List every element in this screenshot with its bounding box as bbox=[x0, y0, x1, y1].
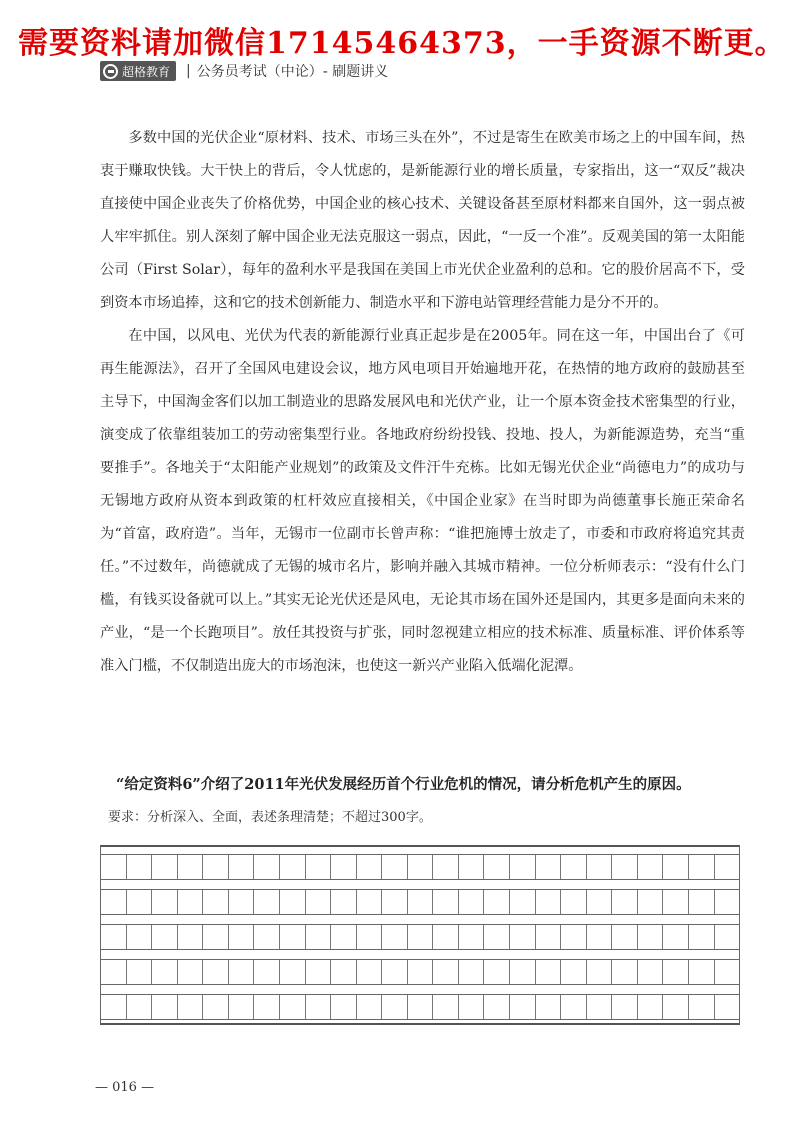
grid-cell[interactable] bbox=[433, 925, 459, 949]
grid-cell[interactable] bbox=[536, 960, 562, 984]
grid-cell[interactable] bbox=[357, 925, 383, 949]
grid-cell[interactable] bbox=[612, 925, 638, 949]
grid-cell[interactable] bbox=[587, 855, 613, 879]
grid-cell[interactable] bbox=[280, 855, 306, 879]
grid-cell[interactable] bbox=[254, 960, 280, 984]
grid-row bbox=[101, 994, 739, 1020]
grid-cell[interactable] bbox=[382, 995, 408, 1019]
grid-cell[interactable] bbox=[663, 960, 689, 984]
grid-cell[interactable] bbox=[178, 855, 204, 879]
grid-cell[interactable] bbox=[663, 855, 689, 879]
grid-cell[interactable] bbox=[306, 925, 332, 949]
grid-cell[interactable] bbox=[433, 890, 459, 914]
grid-cell[interactable] bbox=[715, 960, 740, 984]
question-prompt: “给定资料6”介绍了2011年光伏发展经历首个行业危机的情况，请分析危机产生的原因。 bbox=[116, 776, 691, 793]
grid-cell[interactable] bbox=[484, 960, 510, 984]
grid-cell[interactable] bbox=[715, 890, 740, 914]
grid-cell[interactable] bbox=[306, 890, 332, 914]
grid-cell[interactable] bbox=[101, 960, 127, 984]
grid-cell[interactable] bbox=[638, 925, 664, 949]
grid-cell[interactable] bbox=[715, 995, 740, 1019]
grid-cell[interactable] bbox=[689, 855, 715, 879]
paragraph: 多数中国的光伏企业“原材料、技术、市场三头在外”，不过是寄生在欧美市场之上的中国车间，热衷于赚取快钱。大干快上的背后，令人忧虑的，是新能源行业的增长质量，专家指出，这一“双反”裁决直接使中国企业丧失了价格优势，中国企业的核心技术、关键设备甚至原材料都来自国外，这一弱点被人牢牢抓住。别人深刻了解中国企业无法克服这一弱点，因此，“一反一个准”。反观美国的第一太阳能公司（First Solar），每年的盈利水平是我国在美国上市光伏企业盈利的总和。它的股价居高不下，受到资本市场追捧，这和它的技术创新能力、制造水平和下游电站管理经营能力是分不开的。 bbox=[100, 130, 745, 311]
grid-cell[interactable] bbox=[254, 890, 280, 914]
grid-cell[interactable] bbox=[280, 960, 306, 984]
brand-logo-icon bbox=[103, 64, 118, 79]
grid-cell[interactable] bbox=[152, 960, 178, 984]
grid-cell[interactable] bbox=[306, 855, 332, 879]
grid-cell[interactable] bbox=[561, 925, 587, 949]
grid-cell[interactable] bbox=[229, 995, 255, 1019]
grid-cell[interactable] bbox=[280, 890, 306, 914]
grid-cell[interactable] bbox=[689, 995, 715, 1019]
grid-cell[interactable] bbox=[408, 925, 434, 949]
grid-cell[interactable] bbox=[459, 890, 485, 914]
grid-cell[interactable] bbox=[484, 925, 510, 949]
grid-cell[interactable] bbox=[178, 995, 204, 1019]
grid-cell[interactable] bbox=[484, 855, 510, 879]
grid-cell[interactable] bbox=[254, 995, 280, 1019]
grid-cell[interactable] bbox=[280, 995, 306, 1019]
brand-logo-text: 超格教育 bbox=[122, 64, 171, 79]
grid-cell[interactable] bbox=[408, 855, 434, 879]
grid-cell[interactable] bbox=[127, 890, 153, 914]
grid-cell[interactable] bbox=[459, 925, 485, 949]
grid-cell[interactable] bbox=[510, 960, 536, 984]
grid-cell[interactable] bbox=[382, 890, 408, 914]
grid-cell[interactable] bbox=[382, 960, 408, 984]
grid-cell[interactable] bbox=[612, 960, 638, 984]
grid-cell[interactable] bbox=[127, 855, 153, 879]
grid-cell[interactable] bbox=[331, 960, 357, 984]
grid-cell[interactable] bbox=[178, 925, 204, 949]
paragraph: 在中国，以风电、光伏为代表的新能源行业真正起步是在2005年。同在这一年，中国出台了《可再生能源法》，召开了全国风电建设会议，地方风电项目开始遍地开花，在热情的地方政府的鼓励甚至主导下，中国淘金客们以加工制造业的思路发展风电和光伏产业，让一个原本资金技术密集型的行业，演变成了依靠组装加工的劳动密集型行业。各地政府纷纷投钱、投地、投人，为新能源造势，充当“重要推手”。各地关于“太阳能产业规划”的政策及文件汗牛充栋。比如无锡光伏企业“尚德电力”的成功与无锡地方政府从资本到政策的杠杆效应直接相关，《中国企业家》在当时即为尚德董事长施正荣命名为“首富，政府造”。当年，无锡市一位副市长曾声称：“谁把施博士放走了，市委和市政府将追究其责任。”不过数年，尚德就成了无锡的城市名片，影响并融入其城市精神。一位分析师表示：“没有什么门槛，有钱买设备就可以上。”其实无论光伏还是风电，无论其市场在国外还是国内，其更多是面向未来的产业，“是一个长跑项目”。放任其投资与扩张，同时忽视建立相应的技术标准、质量标准、评价体系等准入门槛，不仅制造出庞大的市场泡沫，也使这一新兴产业陷入低端化泥潭。 bbox=[100, 328, 745, 674]
grid-cell[interactable] bbox=[587, 890, 613, 914]
grid-cell[interactable] bbox=[101, 995, 127, 1019]
grid-cell[interactable] bbox=[510, 995, 536, 1019]
grid-cell[interactable] bbox=[638, 995, 664, 1019]
grid-cell[interactable] bbox=[536, 995, 562, 1019]
grid-cell[interactable] bbox=[459, 995, 485, 1019]
grid-cell[interactable] bbox=[510, 890, 536, 914]
grid-cell[interactable] bbox=[612, 890, 638, 914]
grid-cell[interactable] bbox=[357, 960, 383, 984]
grid-cell[interactable] bbox=[587, 925, 613, 949]
grid-cell[interactable] bbox=[331, 855, 357, 879]
grid-cell[interactable] bbox=[638, 855, 664, 879]
grid-cell[interactable] bbox=[101, 925, 127, 949]
grid-cell[interactable] bbox=[433, 855, 459, 879]
grid-cell[interactable] bbox=[203, 855, 229, 879]
grid-cell[interactable] bbox=[433, 960, 459, 984]
grid-cell[interactable] bbox=[484, 995, 510, 1019]
grid-cell[interactable] bbox=[408, 995, 434, 1019]
grid-cell[interactable] bbox=[382, 925, 408, 949]
grid-cell[interactable] bbox=[433, 995, 459, 1019]
grid-cell[interactable] bbox=[510, 925, 536, 949]
page-header bbox=[100, 60, 388, 82]
header-title: 公务员考试（中论）- 刷题讲义 bbox=[196, 64, 389, 80]
brand-logo bbox=[100, 61, 176, 81]
grid-cell[interactable] bbox=[689, 960, 715, 984]
grid-cell[interactable] bbox=[280, 925, 306, 949]
grid-cell[interactable] bbox=[715, 925, 740, 949]
grid-cell[interactable] bbox=[127, 960, 153, 984]
grid-cell[interactable] bbox=[306, 960, 332, 984]
grid-cell[interactable] bbox=[587, 960, 613, 984]
grid-cell[interactable] bbox=[408, 960, 434, 984]
grid-cell[interactable] bbox=[127, 925, 153, 949]
grid-cell[interactable] bbox=[101, 890, 127, 914]
grid-cell[interactable] bbox=[663, 890, 689, 914]
grid-row bbox=[101, 959, 739, 985]
grid-cell[interactable] bbox=[203, 890, 229, 914]
grid-cell[interactable] bbox=[459, 855, 485, 879]
grid-cell[interactable] bbox=[152, 890, 178, 914]
header-separator: | bbox=[186, 63, 191, 79]
grid-cell[interactable] bbox=[612, 995, 638, 1019]
grid-cell[interactable] bbox=[536, 925, 562, 949]
grid-cell[interactable] bbox=[254, 925, 280, 949]
grid-cell[interactable] bbox=[229, 960, 255, 984]
grid-cell[interactable] bbox=[127, 995, 153, 1019]
grid-cell[interactable] bbox=[536, 855, 562, 879]
grid-cell[interactable] bbox=[331, 890, 357, 914]
grid-cell[interactable] bbox=[178, 960, 204, 984]
grid-row bbox=[101, 854, 739, 880]
grid-cell[interactable] bbox=[357, 855, 383, 879]
material-text bbox=[100, 122, 745, 683]
answer-grid[interactable] bbox=[100, 845, 740, 1025]
grid-row bbox=[101, 924, 739, 950]
grid-cell[interactable] bbox=[203, 925, 229, 949]
grid-cell[interactable] bbox=[638, 960, 664, 984]
grid-cell[interactable] bbox=[357, 890, 383, 914]
grid-cell[interactable] bbox=[152, 925, 178, 949]
grid-cell[interactable] bbox=[561, 855, 587, 879]
page-number: — 016 — bbox=[95, 1080, 155, 1095]
grid-cell[interactable] bbox=[689, 925, 715, 949]
grid-cell[interactable] bbox=[331, 925, 357, 949]
grid-cell[interactable] bbox=[459, 960, 485, 984]
grid-cell[interactable] bbox=[536, 890, 562, 914]
grid-cell[interactable] bbox=[203, 995, 229, 1019]
grid-cell[interactable] bbox=[203, 960, 229, 984]
grid-cell[interactable] bbox=[101, 855, 127, 879]
grid-cell[interactable] bbox=[331, 995, 357, 1019]
grid-cell[interactable] bbox=[178, 890, 204, 914]
grid-cell[interactable] bbox=[663, 995, 689, 1019]
grid-cell[interactable] bbox=[561, 995, 587, 1019]
question-requirement: 要求：分析深入、全面，表述条理清楚；不超过300字。 bbox=[108, 810, 432, 825]
grid-cell[interactable] bbox=[561, 960, 587, 984]
grid-cell[interactable] bbox=[152, 855, 178, 879]
grid-cell[interactable] bbox=[638, 890, 664, 914]
grid-cell[interactable] bbox=[663, 925, 689, 949]
grid-cell[interactable] bbox=[357, 995, 383, 1019]
watermark-text: 需要资料请加微信17145464373，一手资源不断更。 bbox=[18, 26, 786, 61]
grid-cell[interactable] bbox=[408, 890, 434, 914]
grid-cell[interactable] bbox=[306, 995, 332, 1019]
grid-cell[interactable] bbox=[510, 855, 536, 879]
grid-row bbox=[101, 889, 739, 915]
grid-cell[interactable] bbox=[229, 925, 255, 949]
grid-cell[interactable] bbox=[254, 855, 280, 879]
grid-cell[interactable] bbox=[587, 995, 613, 1019]
grid-cell[interactable] bbox=[152, 995, 178, 1019]
grid-cell[interactable] bbox=[715, 855, 740, 879]
grid-cell[interactable] bbox=[689, 890, 715, 914]
grid-cell[interactable] bbox=[484, 890, 510, 914]
grid-cell[interactable] bbox=[612, 855, 638, 879]
grid-cell[interactable] bbox=[229, 855, 255, 879]
grid-cell[interactable] bbox=[229, 890, 255, 914]
grid-cell[interactable] bbox=[561, 890, 587, 914]
grid-cell[interactable] bbox=[382, 855, 408, 879]
